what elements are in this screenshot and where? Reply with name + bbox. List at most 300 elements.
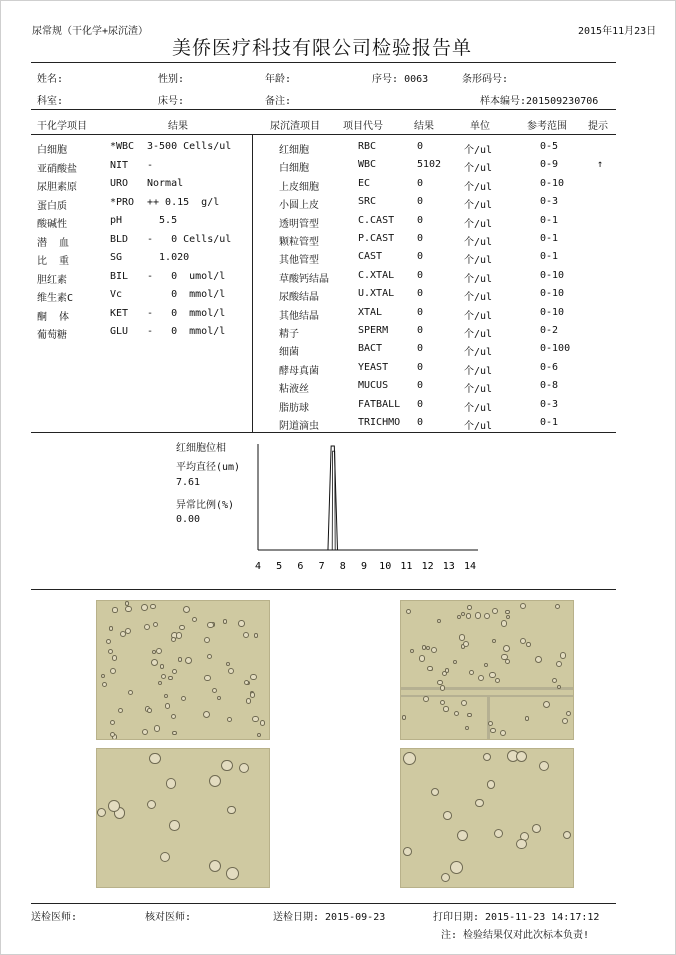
sed-item-name: 阴道滴虫	[279, 421, 319, 432]
cell-particle	[402, 715, 407, 720]
sed-item-range: 0-10	[540, 306, 565, 318]
sed-item-unit: 个/ul	[464, 273, 493, 285]
dry-item-result: - 0 mmol/l	[147, 307, 226, 319]
sed-item-code: WBC	[358, 159, 377, 171]
dry-item-name: 酸碱性	[37, 219, 67, 230]
bed-label: 床号:	[158, 96, 185, 107]
sed-item-code: P.CAST	[358, 233, 395, 244]
sed-item-name: 草酸钙结晶	[279, 273, 329, 285]
cell-particle	[160, 664, 164, 668]
sed-item-result: 0	[417, 306, 424, 318]
cell-particle	[465, 726, 469, 730]
dry-item-result: 5.5	[147, 215, 178, 226]
cell-particle	[238, 620, 244, 626]
dry-item-result: -	[147, 159, 154, 171]
abnormal-ratio-label: 异常比例(%)	[176, 500, 235, 511]
cell-particle	[112, 655, 118, 661]
divider	[31, 109, 616, 110]
cell-particle	[463, 641, 469, 647]
sed-item-code: MUCUS	[358, 380, 389, 392]
sed-item-result: 0	[417, 177, 424, 189]
cell-particle	[566, 711, 571, 716]
cell-particle	[495, 678, 500, 683]
cell-particle	[252, 716, 259, 723]
sed-item-result: 0	[417, 288, 424, 300]
cell-particle	[125, 601, 129, 605]
dry-item-result: - 0 Cells/ul	[147, 233, 232, 245]
dept-label: 科室:	[37, 96, 64, 107]
dry-item-result: Normal	[147, 178, 184, 189]
sed-item-code: FATBALL	[358, 398, 401, 410]
dry-item-name: 白细胞	[37, 145, 67, 156]
dry-item-code: *WBC	[110, 141, 135, 152]
cell-particle	[555, 604, 561, 610]
cell-particle	[106, 639, 111, 644]
cell-particle	[178, 657, 182, 661]
sed-item-result: 0	[417, 196, 424, 208]
sed-item-unit: 个/ul	[464, 237, 493, 248]
dry-item-code: BIL	[110, 270, 129, 282]
cell-particle	[453, 660, 457, 664]
cell-particle	[492, 608, 498, 614]
cell-particle	[227, 717, 232, 722]
cell-particle	[125, 606, 131, 612]
cell-particle	[492, 639, 496, 643]
sed-item-name: 其他管型	[279, 255, 319, 267]
cell-particle	[406, 609, 411, 614]
sed-item-range: 0-9	[540, 159, 559, 171]
cell-particle	[503, 645, 510, 652]
sed-item-name: 酵母真菌	[279, 365, 319, 377]
cell-particle	[171, 637, 176, 642]
sed-item-range: 0-1	[540, 251, 559, 263]
cell-particle	[212, 688, 217, 693]
seq-label: 序号:	[372, 74, 399, 85]
sed-item-unit: 个/ul	[464, 200, 493, 212]
sed-item-code: U.XTAL	[358, 288, 395, 300]
cell-particle	[403, 752, 416, 765]
sed-item-unit: 个/ul	[464, 292, 493, 304]
x-tick-label: 5	[276, 561, 283, 572]
cell-particle	[466, 613, 472, 619]
cell-particle	[467, 713, 471, 717]
rbc-phase-title: 红细胞位相	[176, 443, 226, 454]
sed-item-code: C.XTAL	[358, 269, 395, 281]
dry-item-result: 1.020	[147, 252, 190, 263]
sed-item-flag: ↑	[597, 159, 604, 171]
x-tick-label: 13	[442, 561, 455, 572]
cell-particle	[516, 839, 527, 850]
sed-item-name: 透明管型	[279, 218, 319, 230]
dry-item-code: *PRO	[110, 196, 135, 208]
dry-item-result: - 0 umol/l	[147, 270, 226, 282]
cell-particle	[543, 701, 550, 708]
cell-particle	[440, 685, 445, 690]
sed-item-code: XTAL	[358, 306, 383, 318]
sed-item-range: 0-10	[540, 288, 565, 300]
sed-item-unit: 个/ul	[464, 347, 493, 359]
sed-item-unit: 个/ul	[464, 255, 493, 267]
sample-field	[480, 92, 598, 107]
sed-item-code: RBC	[358, 141, 377, 152]
sed-item-result: 0	[417, 214, 424, 226]
col-sed-result: 结果	[414, 121, 434, 132]
cell-particle	[469, 670, 474, 675]
cell-particle	[459, 634, 466, 641]
sed-item-name: 上皮细胞	[279, 181, 319, 193]
sed-item-name: 精子	[279, 329, 299, 340]
cell-particle	[562, 718, 568, 724]
report-type: 尿常规（干化学+尿沉渣）	[32, 26, 149, 37]
cell-particle	[454, 711, 459, 716]
cell-particle	[423, 696, 429, 702]
sed-item-unit: 个/ul	[464, 384, 493, 396]
cell-particle	[207, 622, 214, 629]
cell-particle	[254, 633, 258, 637]
sed-item-code: CAST	[358, 251, 383, 263]
cell-particle	[483, 753, 491, 761]
divider	[31, 432, 616, 433]
cell-particle	[209, 860, 222, 873]
cell-particle	[164, 694, 169, 699]
cell-particle	[192, 617, 197, 622]
cell-particle	[154, 725, 160, 731]
cell-particle	[505, 610, 510, 615]
cell-particle	[179, 625, 185, 631]
cell-particle	[246, 698, 251, 703]
cell-particle	[431, 647, 437, 653]
cell-particle	[520, 638, 526, 644]
sed-item-name: 其他结晶	[279, 310, 319, 322]
dry-item-code: KET	[110, 307, 129, 319]
cell-particle	[440, 700, 445, 705]
col-sed-unit: 单位	[470, 121, 490, 132]
age-label: 年龄:	[265, 74, 292, 85]
cell-particle	[489, 672, 495, 678]
sed-item-code: SRC	[358, 196, 377, 208]
col-sed-range: 参考范围	[527, 121, 567, 132]
cell-particle	[450, 861, 463, 874]
cell-particle	[108, 800, 120, 812]
cell-particle	[484, 663, 488, 667]
disclaimer-note: 注: 检验结果仅对此次标本负责!	[441, 930, 590, 941]
cell-particle	[151, 659, 158, 666]
cell-particle	[110, 720, 115, 725]
dry-item-name: 比 重	[37, 256, 70, 267]
mean-diameter-label: 平均直径(um)	[176, 462, 241, 473]
dry-item-result: 3-500 Cells/ul	[147, 141, 232, 152]
cell-particle	[125, 628, 131, 634]
sed-item-name: 白细胞	[279, 163, 309, 175]
sed-item-range: 0-5	[540, 141, 559, 152]
note-label: 备注:	[265, 96, 292, 107]
cell-particle	[520, 603, 526, 609]
cell-particle	[203, 711, 210, 718]
sed-item-result: 5102	[417, 159, 442, 171]
sed-item-unit: 个/ul	[464, 181, 493, 193]
histogram-peak-inner	[332, 451, 335, 550]
x-tick-label: 12	[421, 561, 434, 572]
x-tick-label: 6	[297, 561, 304, 572]
checking-doctor-label: 核对医师:	[145, 912, 192, 923]
dry-item-code: NIT	[110, 159, 129, 171]
cell-particle	[149, 753, 161, 765]
dry-item-code: BLD	[110, 233, 129, 245]
cell-particle	[484, 613, 490, 619]
divider	[31, 903, 616, 904]
sed-item-unit: 个/ul	[464, 145, 493, 156]
report-title: 美侨医疗科技有限公司检验报告单	[172, 37, 473, 59]
sed-item-unit: 个/ul	[464, 163, 493, 175]
sed-item-code: C.CAST	[358, 214, 395, 226]
x-tick-label: 8	[339, 561, 346, 572]
cell-particle	[112, 607, 117, 612]
cell-particle	[532, 824, 541, 833]
cell-particle	[461, 612, 465, 616]
divider	[31, 134, 616, 135]
sed-item-name: 粘液丝	[279, 384, 309, 396]
sed-item-code: SPERM	[358, 325, 389, 336]
cell-particle	[118, 708, 123, 713]
sed-item-name: 尿酸结晶	[279, 292, 319, 304]
sed-item-code: BACT	[358, 343, 383, 355]
gender-label: 性别:	[158, 74, 185, 85]
dry-item-name: 蛋白质	[37, 200, 67, 212]
cell-particle	[478, 675, 484, 681]
dry-item-code: SG	[110, 252, 123, 263]
sending-doctor-label: 送检医师:	[31, 912, 78, 923]
sed-item-range: 0-1	[540, 233, 559, 244]
cell-particle	[101, 674, 105, 678]
cell-particle	[505, 659, 510, 664]
col-dry-item: 干化学项目	[37, 121, 87, 132]
cell-particle	[204, 637, 210, 643]
cell-particle	[552, 678, 557, 683]
cell-particle	[461, 700, 467, 706]
dry-item-result: 0 mmol/l	[147, 289, 226, 300]
cell-particle	[144, 624, 150, 630]
sed-item-code: TRICHMO	[358, 417, 401, 428]
cell-particle	[426, 646, 430, 650]
cell-particle	[152, 650, 156, 654]
sed-item-code: EC	[358, 177, 371, 189]
sed-item-unit: 个/ul	[464, 310, 493, 322]
cell-particle	[535, 656, 542, 663]
cell-particle	[501, 620, 508, 627]
cell-particle	[153, 622, 159, 628]
cell-particle	[250, 674, 256, 680]
col-sed-code: 项目代号	[343, 121, 383, 132]
cell-particle	[209, 775, 221, 787]
mean-diameter-value: 7.61	[176, 477, 201, 488]
cell-particle	[166, 778, 176, 788]
sed-item-name: 红细胞	[279, 145, 309, 156]
x-tick-label: 14	[463, 561, 477, 572]
x-tick-label: 9	[360, 561, 368, 572]
microscopy-image	[96, 748, 270, 888]
cell-particle	[228, 668, 234, 674]
dry-item-code: pH	[110, 215, 123, 226]
cell-particle	[419, 655, 426, 662]
x-tick-label: 11	[400, 561, 413, 572]
x-tick-label: 10	[379, 561, 392, 572]
sed-item-unit: 个/ul	[464, 365, 493, 377]
sed-item-range: 0-6	[540, 361, 559, 373]
sed-item-range: 0-1	[540, 417, 559, 428]
cell-particle	[467, 605, 472, 610]
cell-particle	[431, 788, 439, 796]
cell-particle	[563, 831, 571, 839]
sed-item-result: 0	[417, 233, 424, 244]
dry-item-code: GLU	[110, 326, 129, 337]
sed-item-result: 0	[417, 380, 424, 392]
cell-particle	[217, 696, 221, 700]
histogram-line	[258, 446, 470, 550]
cell-particle	[156, 648, 162, 654]
cell-particle	[457, 615, 461, 619]
cell-particle	[176, 632, 183, 639]
sed-item-unit: 个/ul	[464, 218, 493, 230]
cell-particle	[150, 604, 156, 610]
col-sed-flag: 提示	[588, 121, 608, 132]
cell-particle	[516, 751, 527, 762]
rbc-histogram	[240, 440, 490, 580]
cell-particle	[171, 714, 176, 719]
cell-particle	[457, 830, 468, 841]
sed-item-range: 0-1	[540, 214, 559, 226]
cell-particle	[221, 760, 233, 772]
cell-particle	[160, 852, 170, 862]
sed-item-range: 0-8	[540, 380, 559, 392]
divider	[31, 589, 616, 590]
seq-value: 0063	[404, 74, 429, 85]
cell-particle	[490, 728, 496, 734]
cell-particle	[204, 675, 210, 681]
sample-label: 样本编号:	[480, 96, 527, 107]
sample-value: 201509230706	[526, 96, 599, 107]
cell-particle	[223, 619, 228, 624]
cell-particle	[500, 730, 506, 736]
cell-particle	[441, 873, 450, 882]
dry-item-result: - 0 mmol/l	[147, 326, 226, 337]
microscopy-image	[96, 600, 270, 740]
dry-item-name: 亚硝酸盐	[37, 163, 77, 175]
print-date: 打印日期: 2015-11-23 14:17:12	[433, 912, 600, 923]
dry-item-code: URO	[110, 178, 129, 189]
cell-particle	[560, 652, 567, 659]
microscopy-image	[400, 748, 574, 888]
cell-particle	[172, 731, 176, 735]
name-label: 姓名:	[37, 74, 64, 85]
sed-item-range: 0-10	[540, 269, 565, 281]
cell-particle	[257, 733, 261, 737]
sed-item-name: 小圆上皮	[279, 200, 319, 212]
sed-item-unit: 个/ul	[464, 329, 493, 340]
cell-particle	[239, 763, 249, 773]
cell-particle	[141, 604, 148, 611]
divider	[31, 62, 616, 63]
cell-particle	[539, 761, 549, 771]
cell-particle	[437, 619, 441, 623]
sed-item-result: 0	[417, 251, 424, 263]
cell-particle	[183, 606, 190, 613]
cell-particle	[147, 708, 152, 713]
cell-particle	[243, 632, 249, 638]
cell-particle	[158, 681, 162, 685]
cell-particle	[260, 720, 265, 725]
sed-item-result: 0	[417, 141, 424, 152]
cell-particle	[161, 674, 166, 679]
sed-item-range: 0-10	[540, 177, 565, 189]
seq-field	[372, 70, 428, 85]
cell-particle	[226, 662, 230, 666]
cell-particle	[226, 867, 239, 880]
cell-particle	[556, 661, 562, 667]
cell-particle	[128, 690, 133, 695]
cell-particle	[108, 649, 113, 654]
cell-particle	[250, 692, 255, 697]
cell-particle	[488, 721, 493, 726]
col-sed-item: 尿沉渣项目	[270, 121, 320, 132]
sed-item-result: 0	[417, 398, 424, 410]
cell-particle	[172, 669, 177, 674]
cell-particle	[443, 706, 448, 711]
cell-particle	[168, 676, 173, 681]
sed-item-range: 0-3	[540, 398, 559, 410]
sed-item-result: 0	[417, 343, 424, 355]
report-date: 2015年11月23日	[578, 26, 657, 37]
sed-item-range: 0-2	[540, 325, 559, 336]
cell-particle	[102, 682, 107, 687]
microscopy-image	[400, 600, 574, 740]
cell-particle	[165, 703, 171, 709]
cell-particle	[525, 716, 529, 720]
sed-item-range: 0-3	[540, 196, 559, 208]
barcode-label: 条形码号:	[462, 74, 509, 85]
cell-particle	[181, 696, 186, 701]
sed-item-name: 脂肪球	[279, 402, 309, 414]
cell-particle	[445, 668, 449, 672]
dry-item-name: 胆红素	[37, 274, 67, 286]
sed-item-name: 细菌	[279, 347, 299, 359]
col-dry-result: 结果	[168, 121, 188, 132]
cell-particle	[494, 829, 503, 838]
sed-item-result: 0	[417, 417, 424, 428]
cell-particle	[506, 615, 510, 619]
sed-item-range: 0-100	[540, 343, 571, 355]
cell-particle	[109, 626, 113, 630]
dry-item-name: 酮 体	[37, 311, 70, 323]
column-divider	[252, 134, 253, 432]
sed-item-unit: 个/ul	[464, 402, 493, 414]
dry-item-result: ++ 0.15 g/l	[147, 196, 220, 208]
cell-particle	[475, 799, 483, 807]
cell-particle	[110, 668, 116, 674]
dry-item-name: 葡萄糖	[37, 330, 67, 341]
cell-particle	[475, 612, 482, 619]
dry-item-name: 尿胆素原	[37, 182, 77, 193]
cell-particle	[227, 806, 235, 814]
abnormal-ratio-value: 0.00	[176, 514, 201, 525]
sed-item-result: 0	[417, 361, 424, 373]
dry-item-name: 维生素C	[37, 293, 74, 304]
sed-item-code: YEAST	[358, 361, 389, 373]
cell-particle	[487, 780, 495, 788]
cell-particle	[142, 729, 148, 735]
sed-item-unit: 个/ul	[464, 421, 493, 432]
cell-particle	[526, 642, 531, 647]
sed-item-name: 颗粒管型	[279, 237, 319, 248]
